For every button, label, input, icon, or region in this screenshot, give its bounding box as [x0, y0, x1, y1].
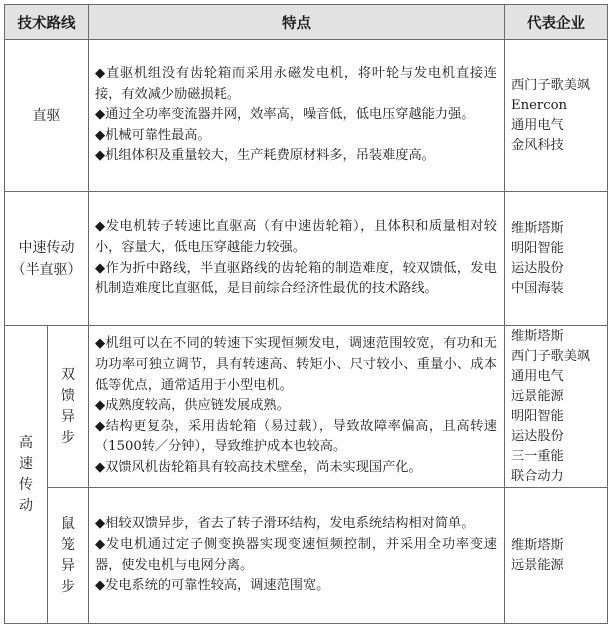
features-squirrel-cage: [89, 488, 505, 624]
route-high-speed-char: 速: [19, 455, 33, 472]
feature-point: ◆发电机转子转速比直驱高（有中速齿轮箱），且体积和质量相对较小，容量大，低电压穿越能力较强。: [95, 219, 497, 255]
header-companies: 代表企业: [505, 5, 608, 40]
company-name: 维斯塔斯: [511, 220, 564, 236]
company-name: 维斯塔斯: [511, 328, 564, 344]
company-name: 运达股份: [511, 260, 564, 276]
route-high-speed-char: 传: [19, 476, 33, 493]
company-name: 金风科技: [511, 137, 564, 153]
companies-squirrel-cage: [505, 488, 608, 624]
subroute-squirrel-cage-char: 异: [61, 557, 75, 574]
companies-dfig: [505, 326, 608, 488]
company-name: 维斯塔斯: [511, 537, 564, 553]
feature-point: ◆机组体积及重量较大，生产耗费原材料多，吊装难度高。: [95, 148, 435, 164]
route-high-speed: [5, 326, 48, 624]
company-name: 三一重能: [511, 448, 564, 464]
table-row-dfig: [5, 326, 608, 488]
company-name: 西门子歌美飒: [511, 77, 591, 93]
company-name: 运达股份: [511, 428, 564, 444]
company-name: 远景能源: [511, 388, 564, 404]
route-high-speed-char: 高: [19, 434, 33, 451]
companies-direct-drive: [505, 40, 608, 192]
subroute-squirrel-cage-char: 鼠: [61, 515, 75, 532]
subroute-dfig-char: 异: [61, 408, 75, 425]
table-row-medium-speed: [5, 192, 608, 326]
feature-point: ◆机组可以在不同的转速下实现恒频发电，调速范围较宽，有功和无功功率可独立调节，具有转速高、转矩小、尺寸较小、重量小、成本低等优点，通常适用于小型电机。: [95, 336, 497, 393]
company-name: 西门子歌美飒: [511, 348, 591, 364]
feature-point: ◆结构更复杂，采用齿轮箱（易过载），导致故障率偏高，且高转速（1500转／分钟），导致维护成本也较高。: [95, 418, 497, 455]
feature-point: ◆作为折中路线，半直驱路线的齿轮箱的制造难度，较双馈低，发电机制造难度比直驱低，是目前综合经济性最优的技术路线。: [95, 260, 497, 297]
feature-point: ◆直驱机组没有齿轮箱而采用永磁发电机，将叶轮与发电机直接连接，有效减少励磁损耗。: [95, 66, 497, 102]
company-name: 通用电气: [511, 368, 564, 384]
feature-point: ◆发电机通过定子侧变换器实现变速恒频控制，并采用全功率变速器，使发电机与电网分离。: [95, 536, 497, 573]
header-features: 特点: [89, 5, 505, 40]
table-row-squirrel-cage: [5, 488, 608, 624]
company-name: 远景能源: [511, 557, 564, 573]
route-high-speed-char: 动: [19, 497, 33, 514]
company-name: 明阳智能: [511, 408, 564, 424]
route-medium-speed-line2: （半直驱）: [11, 261, 82, 278]
route-direct-drive: 直驱: [5, 40, 89, 192]
feature-point: ◆双馈风机齿轮箱具有较高技术壁垒，尚未实现国产化。: [95, 459, 422, 475]
feature-point: ◆相较双馈异步，省去了转子滑环结构，发电系统结构相对简单。: [95, 516, 475, 532]
subroute-dfig: [48, 326, 89, 488]
feature-point: ◆机械可靠性最高。: [95, 127, 211, 143]
company-name: Enercon: [511, 97, 568, 113]
subroute-squirrel-cage-char: 步: [61, 578, 75, 595]
company-name: 中国海装: [511, 280, 564, 296]
features-direct-drive: [89, 40, 505, 192]
table-row-direct-drive: [5, 40, 608, 192]
table-header-row: [5, 5, 608, 40]
route-medium-speed: [5, 192, 89, 326]
company-name: 联合动力: [511, 468, 564, 484]
subroute-squirrel-cage-char: 笼: [61, 536, 75, 553]
company-name: 通用电气: [511, 117, 564, 133]
features-dfig: [89, 326, 505, 488]
subroute-dfig-char: 步: [61, 429, 75, 446]
feature-point: ◆成熟度较高，供应链发展成熟。: [95, 398, 290, 414]
tech-route-table: [4, 4, 608, 624]
feature-point: ◆通过全功率变流器并网，效率高，噪音低，低电压穿越能力强。: [95, 107, 475, 123]
header-route: 技术路线: [5, 5, 89, 40]
companies-medium-speed: [505, 192, 608, 326]
feature-point: ◆发电系统的可靠性较高，调速范围宽。: [95, 578, 330, 594]
subroute-dfig-char: 馈: [61, 387, 75, 404]
route-medium-speed-line1: 中速传动: [18, 239, 75, 256]
company-name: 明阳智能: [511, 240, 564, 256]
subroute-squirrel-cage: [48, 488, 89, 624]
features-medium-speed: [89, 192, 505, 326]
subroute-dfig-char: 双: [61, 366, 75, 383]
